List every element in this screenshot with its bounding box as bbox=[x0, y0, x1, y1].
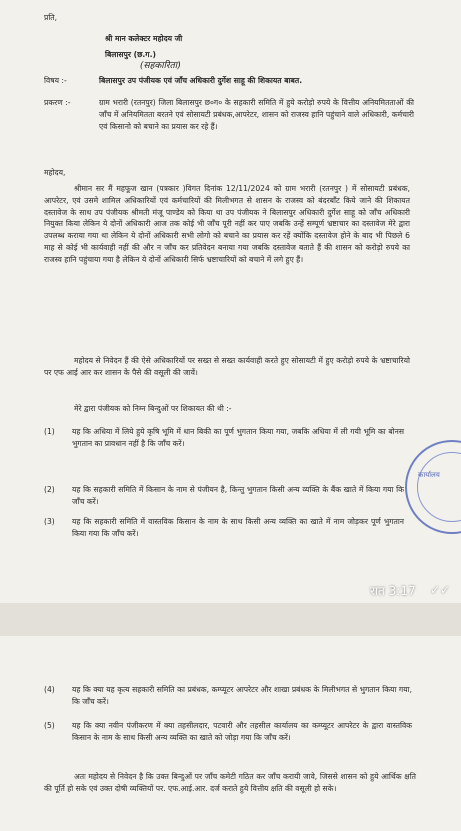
point-1-number: (1) bbox=[44, 427, 55, 436]
message-time: रात 3:17 bbox=[370, 584, 416, 598]
office-stamp bbox=[405, 440, 461, 534]
subject-row bbox=[44, 75, 404, 87]
point-2-text: यह कि सहकारी समिति में किसान के नाम से पंजीयन है, किन्तु भुगतान किसी अन्य व्यक्ति के बैंक खाते में किया गया कि जाँच करें। bbox=[72, 485, 404, 506]
handwritten-subject-note: (सहकारिता) bbox=[140, 61, 181, 71]
stamp-text: कार्यालय bbox=[418, 471, 440, 479]
double-tick-icon: ✓✓ bbox=[430, 583, 451, 597]
addressee-line-1: श्री मान कलेक्टर महोदय जी bbox=[105, 34, 183, 43]
prakaran-text: ग्राम भरारी (रतनपुर) जिला बिलासपुर छ०ग० के सहकारी समिति में हुये करोड़ो रुपये के वित्तीय अनियमितताओं की जाँच में अनियमितता बरतने एवं सोसायटी प्रबंधक,आपरेटर, शासन को राजस्व हानि पहुंचाने वाले अधिकारी, कर्मचारी एवं किसानो को बचाने का प्रयास कर रहे हैं। bbox=[99, 98, 414, 131]
prakaran-row bbox=[44, 97, 414, 132]
body-paragraph-3: मेरे द्वारा पंजीयक को निम्न बिन्दुओं पर शिकायत की थी :- bbox=[74, 404, 232, 413]
page-separator bbox=[0, 603, 461, 636]
point-1-text: यह कि अधिया में लिये हुये कृषि भूमि में धान बिकी का पूर्ण भुगतान किया गया, जबकि अधिया में ली गयी भूमि का बोनस भुगतान का प्रावधान नहीं है कि जाँच करें। bbox=[72, 427, 404, 448]
prakaran-label: प्रकरण :- bbox=[44, 98, 71, 107]
point-5-number: (5) bbox=[44, 721, 55, 730]
closing-paragraph: अतः महोदय से निवेदन है कि उक्त बिन्दुओं पर जाँच कमेटी गठित कर जाँच करायी जावे, जिससे शासन को हुये आर्थिक क्षति की पूर्ति हो सके एवं उक्त दोषी व्यक्तियों पर. एफ.आई.आर. दर्ज कराते हुये वित्तीय क्षति की वसूली हो सके। bbox=[44, 772, 416, 793]
point-4-text: यह कि क्या यह कृत्य सहकारी समिति का प्रबंधक, कम्प्यूटर आपरेटर और शाखा प्रबंधक के मिलीभगत से भुगतान किया गया, कि जाँच करें। bbox=[72, 685, 412, 706]
point-3-number: (3) bbox=[44, 517, 55, 526]
subject-label: विषय :- bbox=[44, 76, 67, 85]
letter-page-2 bbox=[0, 636, 461, 831]
body-paragraph-1: श्रीमान सर मैं महफूज खान (पत्रकार )विगत दिनांक 12/11/2024 को ग्राम भरारी (रतनपुर ) में सोसायटी प्रबंधक, आपरेटर, एवं उसमे शामिल अधिकारियों एवं कर्मचारियों की मिलीभगत से शासन के राजस्व को बंदरबाँट किये जाने की शिकायत दस्तावेज के साथ उप पंजीयक श्रीमती मंजू पाण्डेय को किया था उप पंजीयक ने बिलासपुर अधिकारी दुर्गेश साहू को जाँच अधिकारी नियुक्त किया लेकिन ये दोनों अधिकारी आज तक कोई भी जाँच पूरी नहीं कर पाए जबकि उन्हें सम्पूर्ण भ्रष्टाचार का दस्तावेज मेरे द्वारा उपलब्ध कराया गया था लेकिन ये दोनों अधिकारी सभी लोगो को बचाने का प्रयास कर रहें क्योंकि दस्तावेज होने के बाद भी पिछले 6 माह से कोई भी कार्यवाही नहीं की और न जाँच कर प्रतिवेदन बनाया गया जबकि दस्तावेज बताते हैं की शासन को करोड़ो रुपये का राजस्व हानि पहुंचाया गया है लेकिन ये दोनों अधिकारी सिर्फ भ्रष्टाचारियों को बचाने में लगे हुए हैं। bbox=[44, 184, 410, 264]
subject-text: बिलासपुर उप पंजीयक एवं जाँच अधिकारी दुर्गेश साहू की शिकायत बाबत. bbox=[99, 76, 303, 85]
point-3-text: यह कि सहकारी समिति में वास्तविक किसान के नाम के साथ किसी अन्य व्यक्ति का खाते में नाम जोड़कर पूर्ण भुगतान किया गया कि जाँच करें। bbox=[72, 517, 404, 538]
point-2-number: (2) bbox=[44, 485, 55, 494]
addressee-line-2: बिलासपुर (छ.ग.) bbox=[105, 50, 156, 59]
point-4-number: (4) bbox=[44, 685, 55, 694]
prati-label: प्रति, bbox=[44, 13, 58, 22]
body-paragraph-2: महोदय से निवेदन हैं की ऐसे अधिकारियों पर सख्त से सख्त कार्यवाही करते हुए सोसायटी में हुए करोड़ो रुपये के भ्रष्टाचारियो पर एफ आई आर कर शासन के पैसे की वसूली की जावें। bbox=[44, 356, 410, 377]
point-5-text: यह कि क्या नवीन पंजीकरण में क्या तहसीलदार, पटवारी और तहसील कार्यालय का कम्प्यूटर आपरेटर के द्वारा वास्तविक किसान के नाम के साथ किसी अन्य व्यक्ति का खाते को जोड़ा गया कि जाँच करें। bbox=[72, 721, 412, 742]
salutation: महोदय, bbox=[44, 168, 66, 177]
